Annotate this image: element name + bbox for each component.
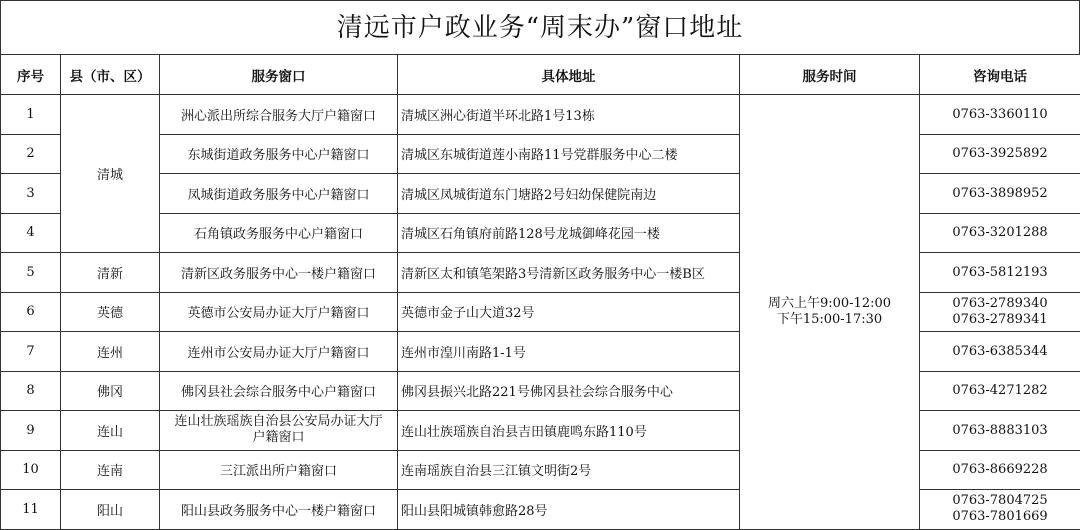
row-county: 连州 — [61, 332, 160, 372]
row-address: 连南瑶族自治县三江镇文明街2号 — [398, 450, 740, 490]
row-phone-line2: 0763-2789341 — [922, 312, 1078, 328]
row-no: 5 — [1, 253, 61, 293]
row-address: 清城区东城街道莲小南路11号党群服务中心二楼 — [398, 134, 740, 174]
row-no: 1 — [1, 95, 61, 135]
row-phone-line1: 0763-2789340 — [922, 296, 1078, 312]
row-window: 三江派出所户籍窗口 — [160, 450, 398, 490]
row-phone: 0763-3925892 — [920, 134, 1080, 174]
row-address: 清城区洲心街道半环北路1号13栋 — [398, 95, 740, 135]
row-window: 洲心派出所综合服务大厅户籍窗口 — [160, 95, 398, 135]
row-no: 6 — [1, 292, 61, 332]
row-window — [160, 411, 398, 451]
row-address: 佛冈县振兴北路221号佛冈县社会综合服务中心 — [398, 371, 740, 411]
row-no: 10 — [1, 450, 61, 490]
header-address: 具体地址 — [398, 55, 740, 95]
row-no: 7 — [1, 332, 61, 372]
row-window: 凤城街道政务服务中心户籍窗口 — [160, 174, 398, 214]
row-no: 4 — [1, 213, 61, 253]
row-window: 连州市公安局办证大厅户籍窗口 — [160, 332, 398, 372]
row-address: 连州市湟川南路1-1号 — [398, 332, 740, 372]
row-window: 清新区政务服务中心一楼户籍窗口 — [160, 253, 398, 293]
row-address: 清城区凤城街道东门塘路2号妇幼保健院南边 — [398, 174, 740, 214]
row-county: 连山 — [61, 411, 160, 451]
row-window: 东城街道政务服务中心户籍窗口 — [160, 134, 398, 174]
row-window: 阳山县政务服务中心一楼户籍窗口 — [160, 490, 398, 530]
row-phone: 0763-5812193 — [920, 253, 1080, 293]
service-time-line1: 周六上午9:00-12:00 — [742, 296, 917, 312]
row-no: 8 — [1, 371, 61, 411]
row-window: 石角镇政务服务中心户籍窗口 — [160, 213, 398, 253]
row-phone: 0763-8883103 — [920, 411, 1080, 451]
row-window: 英德市公安局办证大厅户籍窗口 — [160, 292, 398, 332]
header-no: 序号 — [1, 55, 61, 95]
row-phone-line1: 0763-7804725 — [922, 493, 1078, 509]
row-phone: 0763-6385344 — [920, 332, 1080, 372]
row-phone: 0763-4271282 — [920, 371, 1080, 411]
row-phone: 0763-3201288 — [920, 213, 1080, 253]
row-phone-line2: 0763-7801669 — [922, 509, 1078, 525]
row-county: 佛冈 — [61, 371, 160, 411]
row-county: 清城 — [61, 95, 160, 253]
row-phone: 0763-3360110 — [920, 95, 1080, 135]
address-table — [0, 54, 1080, 530]
row-county: 清新 — [61, 253, 160, 293]
row-phone: 0763-8669228 — [920, 450, 1080, 490]
row-no: 3 — [1, 174, 61, 214]
row-window: 佛冈县社会综合服务中心户籍窗口 — [160, 371, 398, 411]
header-phone: 咨询电话 — [920, 55, 1080, 95]
header-time: 服务时间 — [740, 55, 920, 95]
header-row — [1, 55, 1080, 95]
row-county: 连南 — [61, 450, 160, 490]
row-address: 清城区石角镇府前路128号龙城御峰花园一楼 — [398, 213, 740, 253]
row-window-line1: 连山壮族瑶族自治县公安局办证大厅 — [162, 414, 395, 430]
row-phone: 0763-3898952 — [920, 174, 1080, 214]
row-county: 英德 — [61, 292, 160, 332]
row-address: 阳山县阳城镇韩愈路28号 — [398, 490, 740, 530]
row-address: 连山壮族瑶族自治县吉田镇鹿鸣东路110号 — [398, 411, 740, 451]
row-no: 2 — [1, 134, 61, 174]
row-no: 9 — [1, 411, 61, 451]
row-phone — [920, 490, 1080, 530]
row-window-line2: 户籍窗口 — [162, 430, 395, 446]
header-county: 县（市、区） — [61, 55, 160, 95]
service-time-line2: 下午15:00-17:30 — [742, 312, 917, 328]
row-address: 清新区太和镇笔架路3号清新区政务服务中心一楼B区 — [398, 253, 740, 293]
header-window: 服务窗口 — [160, 55, 398, 95]
row-address: 英德市金子山大道32号 — [398, 292, 740, 332]
row-no: 11 — [1, 490, 61, 530]
page-title: 清远市户政业务“周末办”窗口地址 — [0, 0, 1080, 54]
row-phone — [920, 292, 1080, 332]
table-row — [1, 95, 1080, 135]
service-time-cell — [740, 95, 920, 530]
row-county: 阳山 — [61, 490, 160, 530]
